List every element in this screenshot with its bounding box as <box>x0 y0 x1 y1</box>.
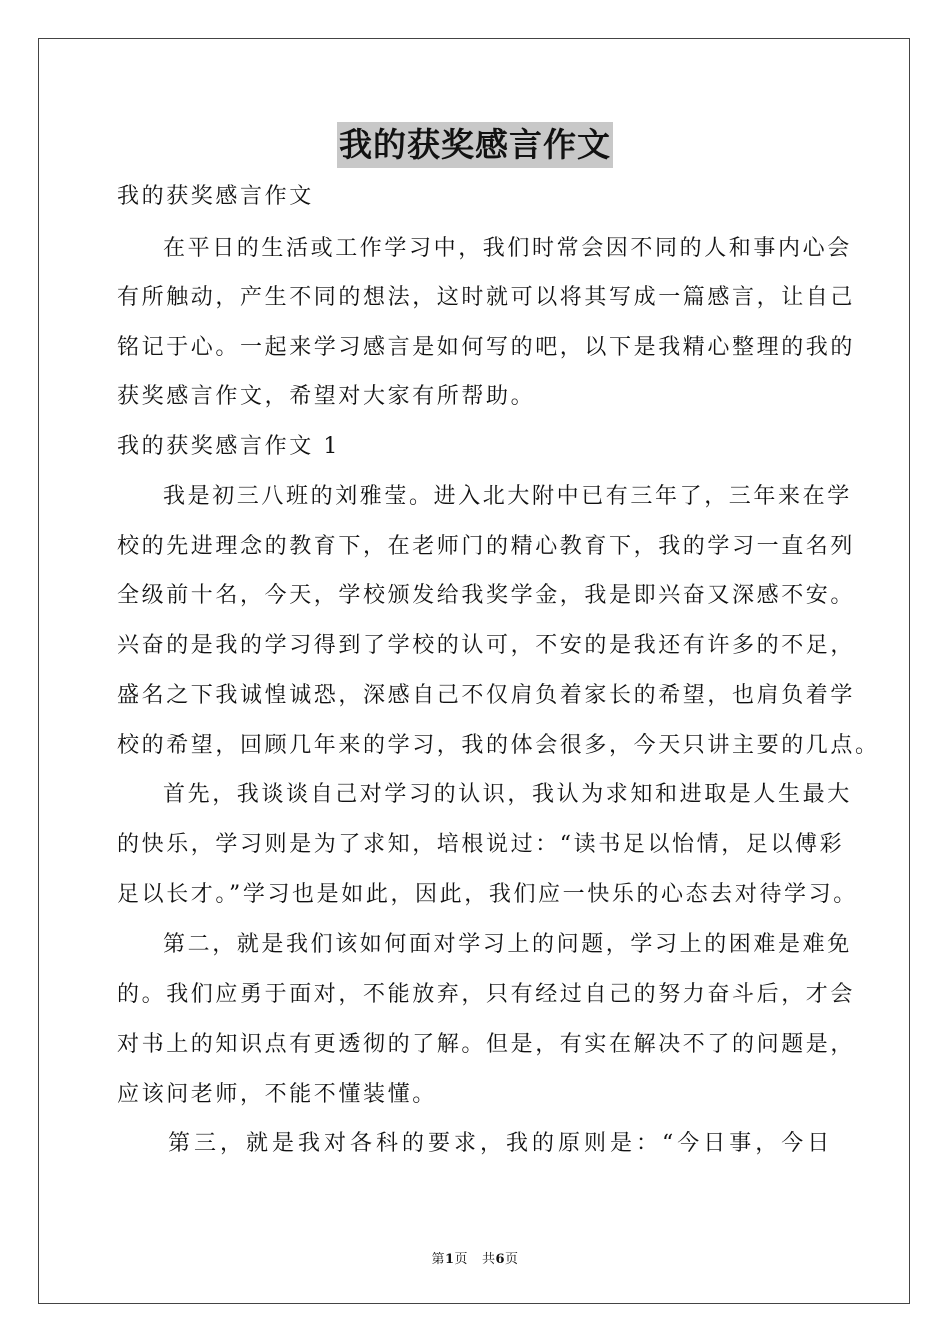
paragraph-line: 对书上的知识点有更透彻的了解。但是，有实在解决不了的问题是， <box>117 1032 856 1057</box>
paragraph-line: 应该问老师，不能不懂装懂。 <box>117 1082 437 1107</box>
paragraph-line: 足以长才。”学习也是如此，因此，我们应一快乐的心态去对待学习。 <box>117 882 858 907</box>
paragraph-line: 校的先进理念的教育下，在老师门的精心教育下，我的学习一直名列 <box>117 534 856 559</box>
footer-page-total: 6 <box>495 1252 506 1267</box>
footer-total-prefix: 共 <box>481 1252 496 1267</box>
footer-total-suffix: 页 <box>505 1252 519 1267</box>
document-title: 我的获奖感言作文 <box>337 122 613 168</box>
footer-page-prefix: 第 <box>431 1252 445 1267</box>
paragraph-line: 第三，就是我对各科的要求，我的原则是：“今日事，今日 <box>168 1131 834 1156</box>
paragraph-line: 兴奋的是我的学习得到了学校的认可，不安的是我还有许多的不足， <box>117 633 856 658</box>
page-footer <box>0 1248 950 1267</box>
subtitle-line: 我的获奖感言作文 <box>117 184 314 209</box>
paragraph-line: 我是初三八班的刘雅莹。进入北大附中已有三年了，三年来在学 <box>163 484 852 509</box>
paragraph-line: 获奖感言作文，希望对大家有所帮助。 <box>117 384 536 409</box>
footer-page-current: 1 <box>444 1252 455 1267</box>
paragraph-line: 铭记于心。一起来学习感言是如何写的吧，以下是我精心整理的我的 <box>117 335 856 360</box>
paragraph-line: 的。我们应勇于面对，不能放弃，只有经过自己的努力奋斗后，才会 <box>117 982 856 1007</box>
footer-page-suffix: 页 <box>454 1252 469 1267</box>
paragraph-line: 在平日的生活或工作学习中，我们时常会因不同的人和事内心会 <box>163 236 852 261</box>
document-title-wrapper <box>0 122 950 168</box>
section-heading: 我的获奖感言作文 1 <box>117 434 340 459</box>
paragraph-line: 全级前十名，今天，学校颁发给我奖学金，我是即兴奋又深感不安。 <box>117 583 856 608</box>
paragraph-line: 的快乐，学习则是为了求知，培根说过：“读书足以怡情，足以傅彩 <box>117 832 845 857</box>
paragraph-line: 第二，就是我们该如何面对学习上的问题，学习上的困难是难免 <box>163 932 852 957</box>
paragraph-line: 校的希望，回顾几年来的学习，我的体会很多，今天只讲主要的几点。 <box>117 733 880 758</box>
paragraph-line: 有所触动，产生不同的想法，这时就可以将其写成一篇感言，让自己 <box>117 285 856 310</box>
page-border <box>38 38 910 1304</box>
paragraph-line: 盛名之下我诚惶诚恐，深感自己不仅肩负着家长的希望，也肩负着学 <box>117 683 856 708</box>
paragraph-line: 首先，我谈谈自己对学习的认识，我认为求知和进取是人生最大 <box>163 782 852 807</box>
